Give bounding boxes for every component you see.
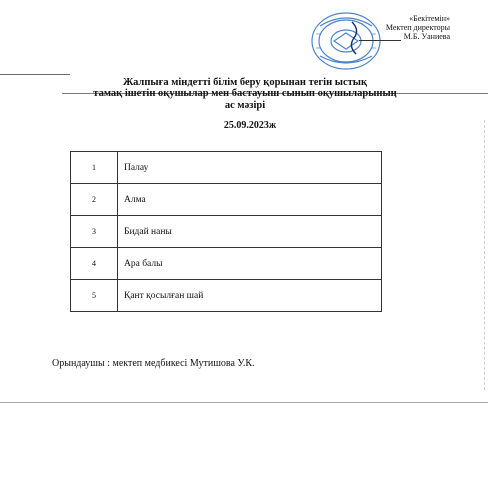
scan-edge [483,120,485,390]
dish-name: Алма [118,184,382,216]
scan-divider-bottom [0,402,488,403]
table-row [71,280,382,312]
row-number: 5 [71,280,118,312]
row-number: 3 [71,216,118,248]
title-line-2: тамақ ішетін оқушылар мен бастауыш сынып оқушыларының [93,88,397,99]
approval-signature-row [300,32,450,41]
executor-line: Орындаушы : мектеп медбикесі Мутишова У.К. [52,358,255,369]
table-row [71,248,382,280]
menu-date: 25.09.2023ж [223,120,277,131]
table-row [71,216,382,248]
menu-table [70,151,382,312]
dish-name: Бидай наны [118,216,382,248]
dish-name: Палау [118,152,382,184]
row-number: 1 [71,152,118,184]
table-row [71,152,382,184]
approval-block [300,14,450,41]
title-line-3: ас мәзірі [224,100,266,111]
dish-name: Қант қосылған шай [118,280,382,312]
table-row [71,184,382,216]
signature-line [359,40,401,41]
row-number: 4 [71,248,118,280]
row-number: 2 [71,184,118,216]
dish-name: Ара балы [118,248,382,280]
approval-position: Мектеп директоры [385,23,450,32]
scan-divider-top [0,74,70,75]
approval-heading: «Бекітемін» [409,14,450,23]
title-line-1: Жалпыға міндетті білім беру қорынан тегін ыстық [122,77,368,88]
approval-name: М.Б. Уаниева [403,32,450,41]
